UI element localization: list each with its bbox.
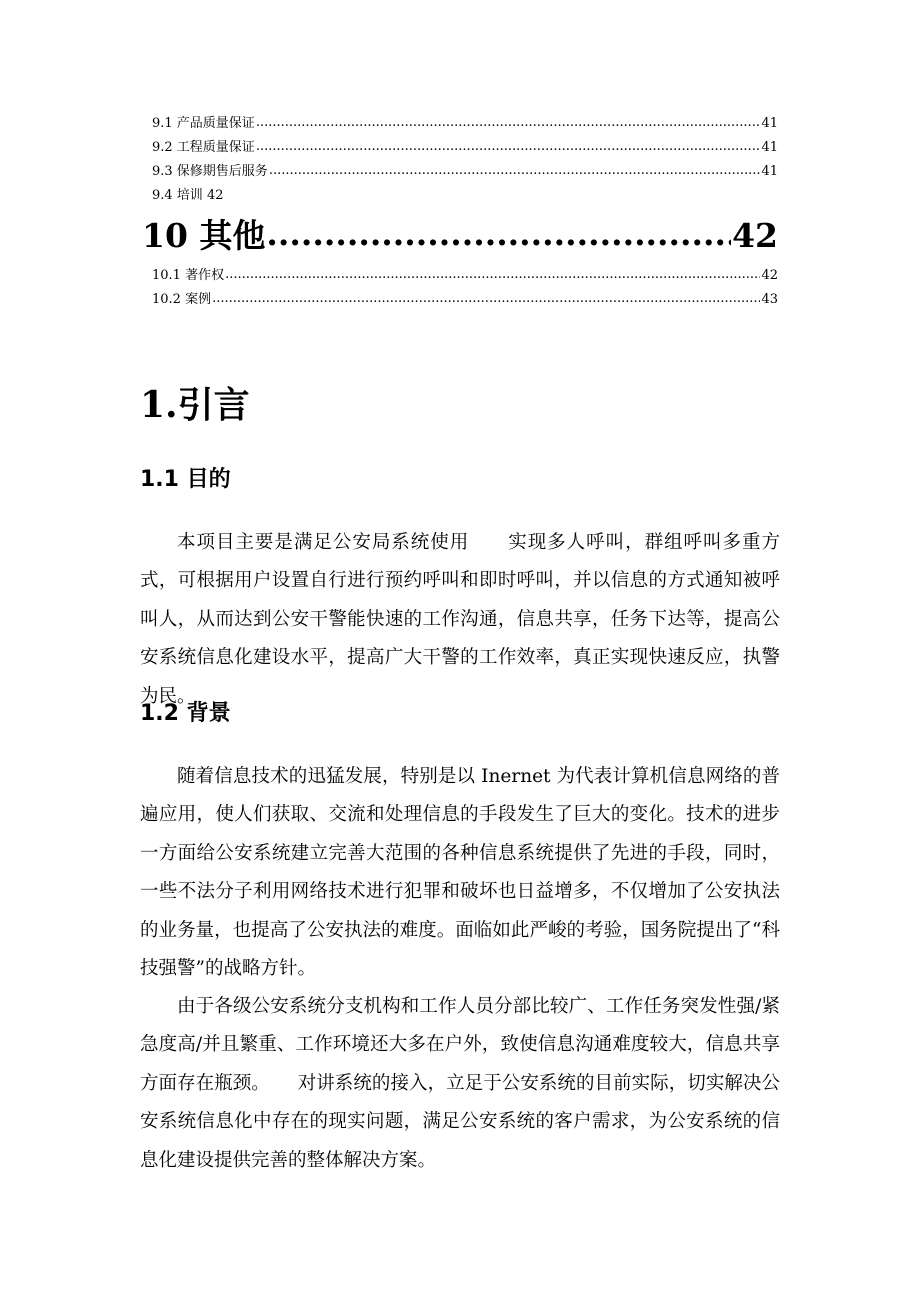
purpose-paragraph: 本项目主要是满足公安局系统使用 实现多人呼叫，群组呼叫多重方式，可根据用户设置自行进行预约呼叫和即时呼叫，并以信息的方式通知被呼叫人，从而达到公安干警能快速的工作沟通，信息共享，任务下达等，提高公安系统信息化建设水平，提高广大干警的工作效率，真正实现快速反应，执警为民。	[140, 532, 780, 707]
toc-leader-dots	[212, 287, 760, 311]
toc-entry-9-4[interactable]	[152, 184, 778, 208]
section-heading-introduction: 1.引言	[140, 384, 250, 426]
toc-entry-9-3[interactable]	[152, 160, 778, 184]
toc-entry-label: 10.1 著作权	[152, 268, 225, 283]
toc-entry-label: 9.1 产品质量保证	[152, 116, 255, 131]
toc-entry-page: 43	[761, 292, 778, 307]
toc-entry-9-2[interactable]	[152, 136, 778, 160]
toc-entry-10[interactable]	[142, 208, 778, 264]
background-paragraph-2: 由于各级公安系统分支机构和工作人员分部比较广、工作任务突发性强/紧急度高/并且繁重、工作环境还大多在户外，致使信息沟通难度较大，信息共享方面存在瓶颈。 对讲系统的接入，立足于公安系统的目前实际，切实解决公安系统信息化中存在的现实问题，满足公安系统的客户需求，为公安系统的信息化建设提供完善的整体解决方案。	[140, 996, 780, 1171]
toc-entry-label: 9.3 保修期售后服务	[152, 164, 268, 179]
toc-entry-label: 10 其他	[142, 216, 266, 255]
toc-leader-dots	[269, 159, 761, 183]
toc-entry-label: 9.2 工程质量保证	[152, 140, 255, 155]
background-paragraph-1: 随着信息技术的迅猛发展，特别是以 Inernet 为代表计算机信息网络的普遍应用，使人们获取、交流和处理信息的手段发生了巨大的变化。技术的进步一方面给公安系统建立完善大范围的各种信息系统提供了先进的手段，同时，一些不法分子利用网络技术进行犯罪和破坏也日益增多，不仅增加了公安执法的业务量，也提高了公安执法的难度。面临如此严峻的考验，国务院提出了“科技强警”的战略方针。	[140, 766, 780, 980]
toc-leader-dots	[256, 135, 761, 159]
toc-leader-dots	[256, 111, 761, 135]
toc-leader-dots	[225, 263, 760, 287]
toc-entry-9-1[interactable]	[152, 112, 778, 136]
toc-entry-10-1[interactable]	[152, 264, 778, 288]
toc-entry-label: 10.2 案例	[152, 292, 212, 307]
toc-entry-page: 41	[761, 164, 778, 179]
subsection-heading-background: 1.2 背景	[140, 701, 231, 726]
table-of-contents	[142, 112, 778, 312]
toc-entry-page: 41	[761, 116, 778, 131]
toc-entry-10-2[interactable]	[152, 288, 778, 312]
toc-entry-page: 41	[761, 140, 778, 155]
toc-entry-label: 9.4 培训 42	[152, 188, 224, 203]
subsection-heading-purpose: 1.1 目的	[140, 467, 231, 492]
toc-leader-dots	[266, 206, 731, 262]
toc-entry-page: 42	[761, 268, 778, 283]
toc-entry-page: 42	[732, 216, 778, 255]
